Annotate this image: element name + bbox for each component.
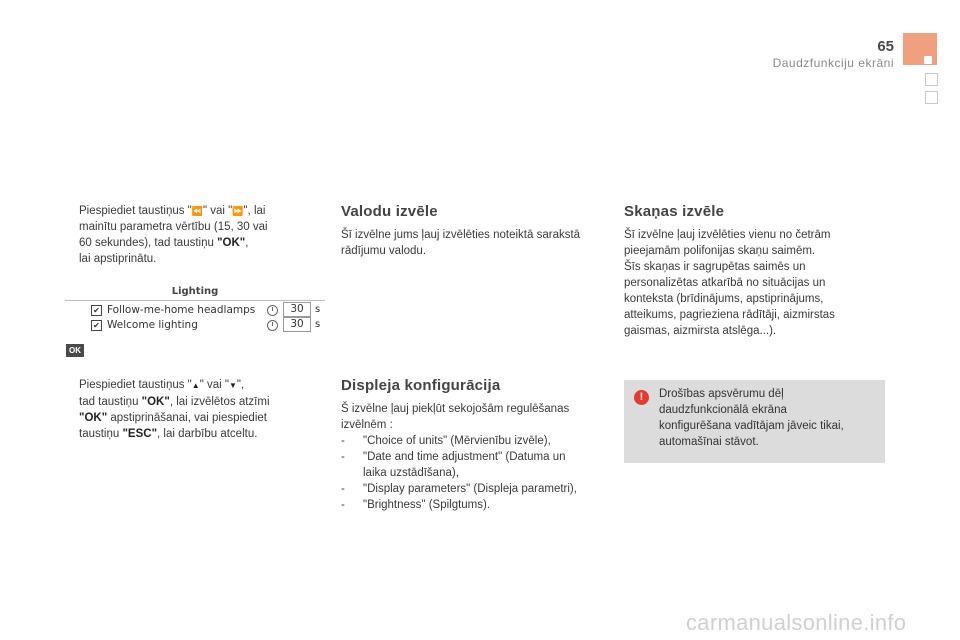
arrow-down-icon: ▼: [228, 381, 237, 390]
rewind-icon: ⏪: [191, 206, 203, 216]
section-heading-display: Displeja konfigurācija: [341, 377, 501, 394]
fast-forward-icon: ⏩: [232, 206, 244, 216]
instruction-bullet-2: [60, 377, 310, 442]
duration-unit: s: [315, 319, 321, 330]
bullet1-line4: lai apstiprinātu.: [79, 253, 157, 265]
bullet1-line2: mainītu parametra vērtību (15, 30 vai: [79, 221, 268, 233]
list-item: - "Date and time adjustment" (Datuma un laika uzstādīšana),: [341, 451, 566, 479]
warning-text: Drošības apsvērumu dēļ daudzfunkcionālā ekrāna konfigurēšana vadītājam jāveic tikai, automašīnai stāvot.: [659, 388, 844, 448]
bullet1-line3: 60 sekundes), tad taustiņu "OK",: [79, 237, 249, 249]
option-label: Follow-me-home headlamps: [107, 304, 256, 316]
list-item: - "Brightness" (Spilgtums).: [341, 499, 491, 511]
bullet2-line2: tad taustiņu "OK", lai izvēlētos atzīmi: [79, 396, 270, 408]
section-heading-language: Valodu izvēle: [341, 203, 438, 220]
watermark: carmanualsonline.info: [686, 610, 907, 635]
bullet1-line1: Piespiediet taustiņus "⏪" vai "⏩", lai: [79, 205, 266, 217]
bullet2-line3: "OK" apstiprināšanai, vai piespiediet: [79, 412, 267, 424]
clock-icon: [267, 305, 278, 316]
warning-icon: !: [634, 390, 649, 405]
page-number: 65: [877, 38, 894, 55]
section-heading-sound: Skaņas izvēle: [624, 203, 725, 220]
language-description: Šī izvēlne jums ļauj izvēlēties noteiktā sarakstā rādījumu valodu.: [341, 229, 581, 257]
lighting-menu-screenshot: [65, 286, 325, 334]
list-item: - "Display parameters" (Displeja parametri),: [341, 483, 577, 495]
duration-value[interactable]: 30: [283, 302, 311, 317]
bullet2-line1: Piespiediet taustiņus "▲" vai "▼",: [79, 379, 245, 391]
clock-icon: [267, 320, 278, 331]
lighting-option-row[interactable]: [91, 304, 323, 318]
section-tab-2[interactable]: [925, 73, 938, 86]
ok-key-icon: OK: [66, 344, 84, 357]
sound-description: Šī izvēlne ļauj izvēlēties vienu no četrām pieejamām polifonijas skaņu saimēm. Šīs skaņas ir sagrupētas saimēs un personalizētas atkarībā no situācijas un konteksta (brīdinājums, apstiprinājums, atteikums, pagrieziena rādītāji, aizmirstas gaismas, aizmirsta atslēga...).: [624, 229, 835, 337]
lighting-option-row[interactable]: [91, 319, 323, 333]
section-tab-active[interactable]: [903, 33, 937, 65]
tab-marker-icon: [924, 56, 932, 64]
arrow-up-icon: ▲: [191, 381, 200, 390]
option-label: Welcome lighting: [107, 319, 198, 331]
divider: [65, 300, 325, 301]
instruction-bullet-1: [60, 203, 310, 267]
checkbox-checked-icon[interactable]: ✔: [91, 305, 102, 316]
duration-unit: s: [315, 304, 321, 315]
checkbox-checked-icon[interactable]: ✔: [91, 320, 102, 331]
section-tab-3[interactable]: [925, 91, 938, 104]
list-item: - "Choice of units" (Mērvienību izvēle),: [341, 435, 551, 447]
header-title: Daudzfunkciju ekrāni: [772, 56, 894, 70]
bullet2-line4: taustiņu "ESC", lai darbību atceltu.: [79, 428, 258, 440]
duration-value[interactable]: 30: [283, 317, 311, 332]
lighting-menu-title: Lighting: [171, 286, 219, 297]
display-description: Š izvēlne ļauj piekļūt sekojošām regulēšanas izvēlnēm : - "Choice of units" (Mērvienību izvēle), - "Date and time adjustment" (Datuma un laika uzstādīšana), - "Display parameters" (Displeja parametri), - "Brightness" (Spilgtums).: [341, 401, 616, 513]
safety-warning-box: [624, 380, 885, 463]
